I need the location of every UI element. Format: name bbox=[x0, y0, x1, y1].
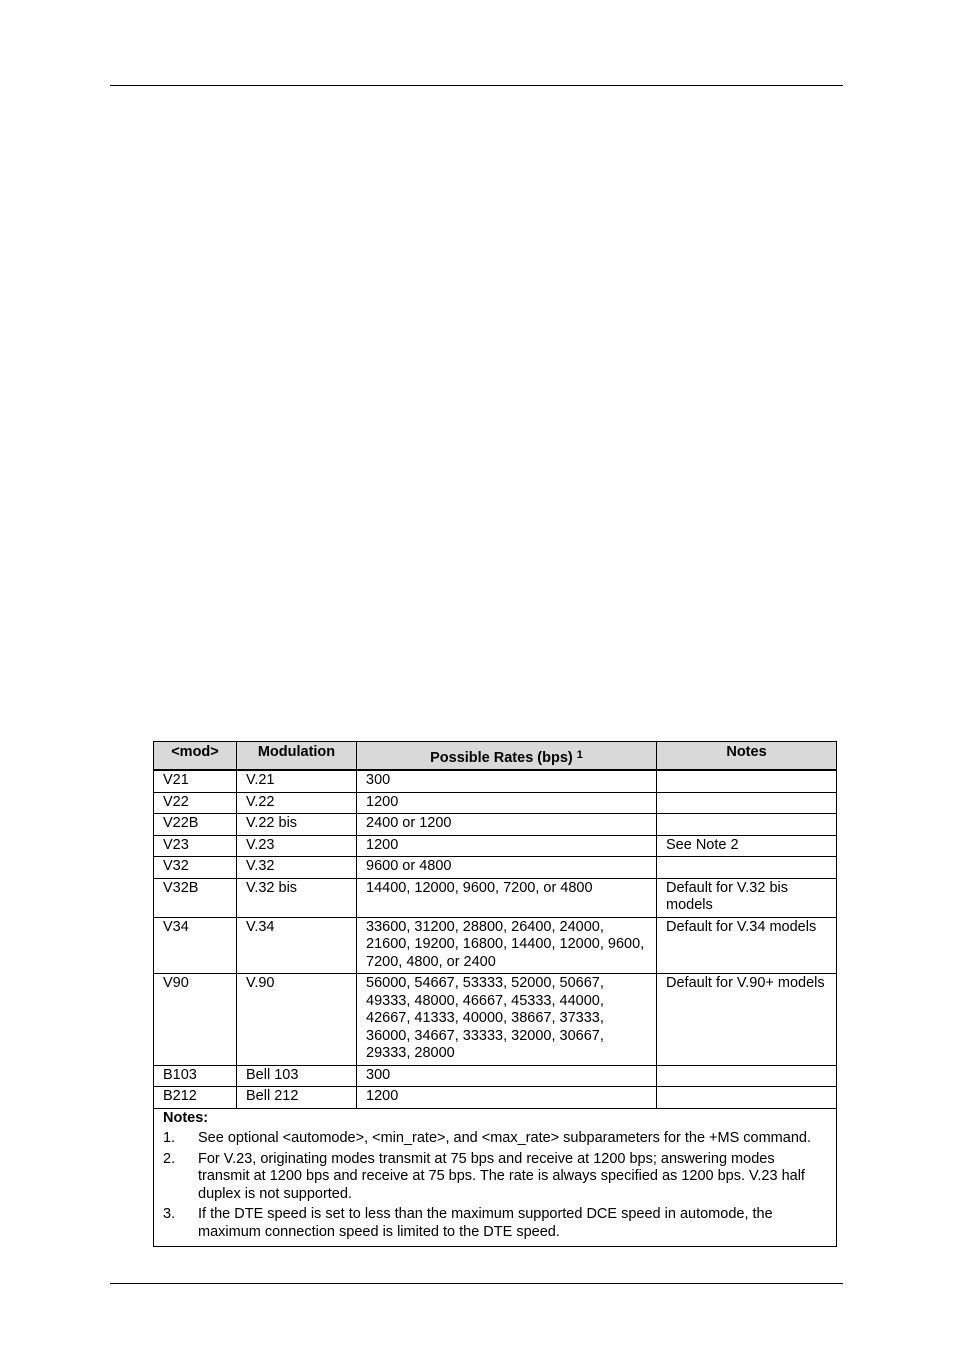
note-item bbox=[163, 1130, 827, 1148]
table-row bbox=[154, 835, 837, 857]
notes-cell bbox=[154, 1108, 837, 1247]
cell-mod: V22B bbox=[154, 814, 237, 836]
table-row bbox=[154, 857, 837, 879]
header-possible-rates-label: Possible Rates (bps) bbox=[430, 749, 573, 766]
cell-modulation: Bell 212 bbox=[237, 1087, 357, 1109]
note-number: 2. bbox=[163, 1150, 176, 1167]
cell-notes: Default for V.90+ models bbox=[657, 974, 837, 1066]
cell-mod: V32 bbox=[154, 857, 237, 879]
cell-modulation: V.22 bbox=[237, 792, 357, 814]
cell-modulation: V.21 bbox=[237, 770, 357, 792]
notes-list bbox=[163, 1130, 827, 1241]
modulation-table-container bbox=[153, 741, 836, 1247]
cell-rates: 2400 or 1200 bbox=[357, 814, 657, 836]
footer-rule bbox=[110, 1283, 843, 1284]
note-item bbox=[163, 1206, 827, 1241]
cell-rates: 1200 bbox=[357, 835, 657, 857]
table-row bbox=[154, 792, 837, 814]
cell-notes bbox=[657, 1065, 837, 1087]
note-number: 3. bbox=[163, 1206, 176, 1222]
note-text: For V.23, originating modes transmit at 75 bps and receive at 1200 bps; answering modes transmit at 1200 bps and receive at 75 bps. The rate is always specified as 1200 bps. V.23 half duplex is not supported. bbox=[198, 1150, 805, 1202]
note-text: If the DTE speed is set to less than the maximum supported DCE speed in automode, the maximum connection speed is limited to the DTE speed. bbox=[198, 1206, 773, 1240]
cell-notes bbox=[657, 1087, 837, 1109]
header-mod: <mod> bbox=[154, 742, 237, 771]
cell-modulation: Bell 103 bbox=[237, 1065, 357, 1087]
table-row bbox=[154, 814, 837, 836]
header-rule bbox=[110, 85, 843, 86]
header-modulation: Modulation bbox=[237, 742, 357, 771]
cell-notes: Default for V.34 models bbox=[657, 917, 837, 974]
cell-modulation: V.32 bbox=[237, 857, 357, 879]
cell-notes bbox=[657, 792, 837, 814]
cell-rates: 300 bbox=[357, 770, 657, 792]
note-item bbox=[163, 1151, 827, 1204]
cell-rates: 1200 bbox=[357, 792, 657, 814]
table-row bbox=[154, 917, 837, 974]
cell-notes: Default for V.32 bis models bbox=[657, 878, 837, 917]
footnote-marker: 1 bbox=[576, 748, 583, 761]
cell-mod: V32B bbox=[154, 878, 237, 917]
cell-mod: V90 bbox=[154, 974, 237, 1066]
cell-mod: V34 bbox=[154, 917, 237, 974]
cell-rates: 1200 bbox=[357, 1087, 657, 1109]
cell-mod: B103 bbox=[154, 1065, 237, 1087]
table-row bbox=[154, 1065, 837, 1087]
cell-mod: V23 bbox=[154, 835, 237, 857]
cell-mod: V21 bbox=[154, 770, 237, 792]
cell-modulation: V.34 bbox=[237, 917, 357, 974]
cell-modulation: V.22 bis bbox=[237, 814, 357, 836]
notes-row bbox=[154, 1108, 837, 1247]
cell-modulation: V.90 bbox=[237, 974, 357, 1066]
cell-rates: 9600 or 4800 bbox=[357, 857, 657, 879]
cell-modulation: V.23 bbox=[237, 835, 357, 857]
cell-mod: V22 bbox=[154, 792, 237, 814]
cell-notes bbox=[657, 857, 837, 879]
cell-rates: 33600, 31200, 28800, 26400, 24000, 21600, 19200, 16800, 14400, 12000, 9600, 7200, 4800, or 2400 bbox=[357, 917, 657, 974]
cell-notes bbox=[657, 814, 837, 836]
notes-title: Notes: bbox=[163, 1109, 209, 1126]
cell-rates: 14400, 12000, 9600, 7200, or 4800 bbox=[357, 878, 657, 917]
table-header-row bbox=[154, 742, 837, 771]
table-row bbox=[154, 770, 837, 792]
cell-rates: 56000, 54667, 53333, 52000, 50667, 49333, 48000, 46667, 45333, 44000, 42667, 41333, 40000, 38667, 37333, 36000, 34667, 33333, 32000, 30667, 29333, 28000 bbox=[357, 974, 657, 1066]
table-row bbox=[154, 878, 837, 917]
table-row bbox=[154, 1087, 837, 1109]
cell-notes: See Note 2 bbox=[657, 835, 837, 857]
modulation-table bbox=[153, 741, 837, 1247]
header-possible-rates bbox=[357, 742, 657, 771]
header-notes: Notes bbox=[657, 742, 837, 771]
note-text: See optional <automode>, <min_rate>, and <max_rate> subparameters for the +MS command. bbox=[198, 1130, 811, 1146]
table-row bbox=[154, 974, 837, 1066]
cell-rates: 300 bbox=[357, 1065, 657, 1087]
cell-modulation: V.32 bis bbox=[237, 878, 357, 917]
cell-mod: B212 bbox=[154, 1087, 237, 1109]
note-number: 1. bbox=[163, 1130, 176, 1146]
cell-notes bbox=[657, 770, 837, 792]
